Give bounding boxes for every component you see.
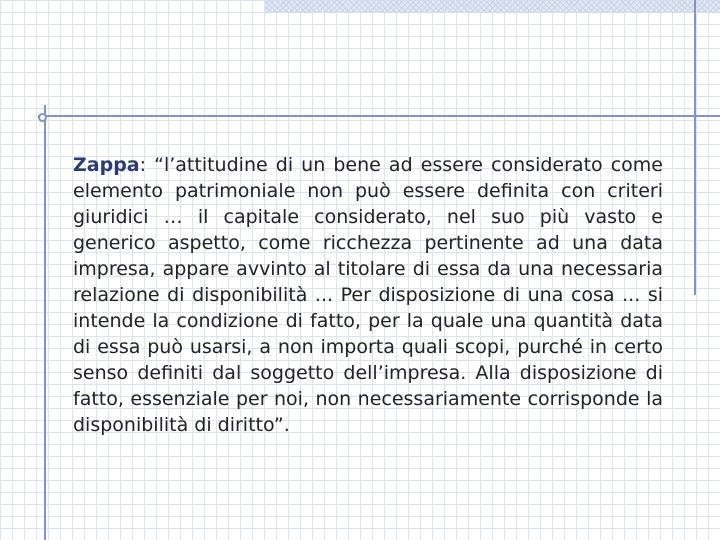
right-vertical-rule xyxy=(694,0,696,295)
top-decorative-bar xyxy=(265,0,720,13)
speaker-separator: : xyxy=(139,154,155,176)
vertical-rule xyxy=(44,105,46,540)
quote-text: “l’attitudine di un bene ad essere considerato come elemento patrimoniale non può essere definita con criteri giuridici … il capitale considerato, nel suo più vasto e generico aspetto, come ricchezza pertinente ad una data impresa, appare avvinto al titolare di essa da una necessaria relazione di disponibilità ... Per disposizione di una cosa ... si intende la condizione di fatto, per la quale una quantità data di essa può usarsi, a non importa quali scopi, purché in certo senso definiti dal soggetto dell’impresa. Alla disposizione di fatto, essenziale per noi, non necessariamente corrisponde la disponibilità di diritto”. xyxy=(73,154,663,436)
corner-circle-ornament xyxy=(38,113,47,122)
speaker-name: Zappa xyxy=(73,154,140,176)
quote-paragraph xyxy=(73,152,663,438)
horizontal-rule xyxy=(38,115,720,117)
